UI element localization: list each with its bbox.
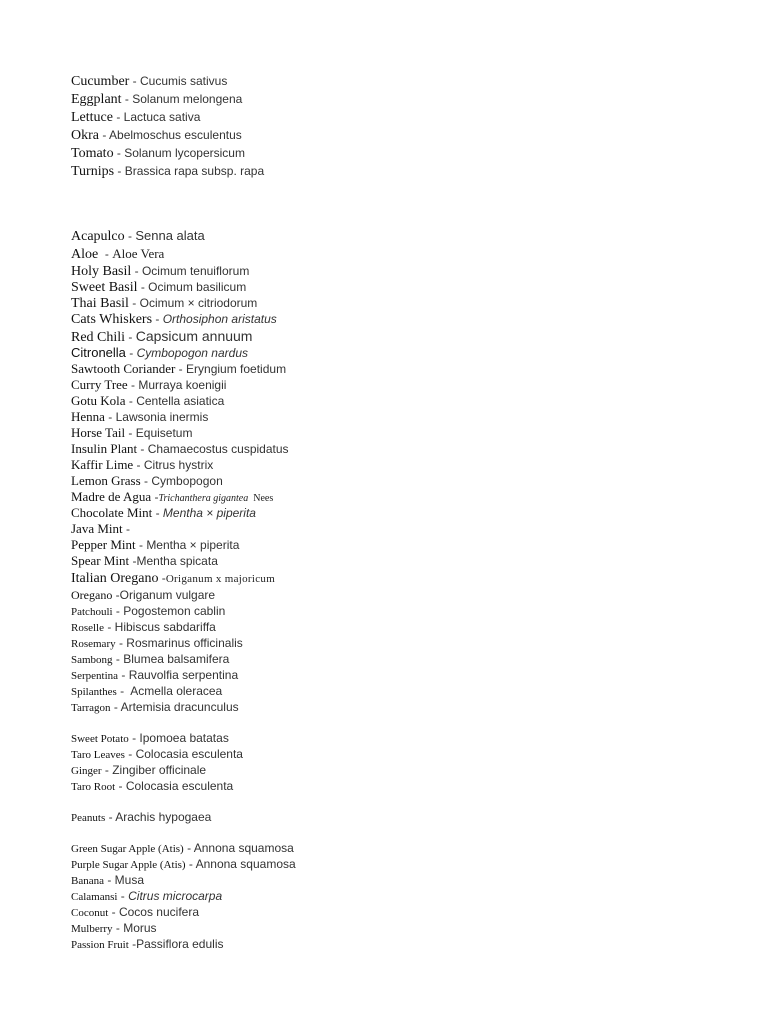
separator: -: [125, 394, 137, 408]
separator: -: [128, 731, 140, 745]
plant-entry-red-chili: [71, 327, 731, 345]
scientific-name: Cucumis sativus: [140, 74, 228, 88]
scientific-name: Annona squamosa: [195, 857, 296, 871]
root-crops-group: [71, 730, 731, 794]
common-name: Italian Oregano: [71, 571, 159, 586]
scientific-name: Murraya koenigii: [138, 378, 227, 392]
scientific-name: Acmella oleracea: [130, 684, 223, 698]
common-name: Curry Tree: [71, 377, 128, 392]
common-name: Sawtooth Coriander: [71, 361, 176, 376]
scientific-name: Trichanthera gigantea: [158, 493, 249, 504]
separator: -: [98, 247, 113, 261]
separator: -: [124, 229, 136, 243]
separator: -: [104, 410, 116, 424]
separator: -: [101, 763, 113, 777]
common-name: Sweet Basil: [71, 280, 138, 295]
plant-entry-okra: [71, 126, 731, 144]
separator: -: [122, 522, 134, 536]
scientific-name: Pogostemon cablin: [123, 604, 226, 618]
scientific-name: Colocasia esculenta: [135, 747, 243, 761]
plant-entry-rosemary: [71, 635, 731, 651]
plant-entry-java-mint: [71, 521, 731, 537]
scientific-name: Chamaecostus cuspidatus: [147, 442, 289, 456]
separator: -: [185, 857, 196, 871]
scientific-name: Musa: [114, 873, 144, 887]
separator: -: [99, 128, 110, 142]
separator: -: [137, 442, 148, 456]
separator: -: [131, 264, 142, 278]
scientific-name: Brassica rapa subsp. rapa: [124, 164, 265, 178]
author-abbreviation: Nees: [253, 493, 274, 504]
common-name: Tomato: [71, 146, 114, 161]
common-name: Lettuce: [71, 110, 113, 125]
legumes-group: [71, 809, 731, 825]
plant-entry-aloe: [71, 245, 731, 263]
common-name: Cats Whiskers: [71, 312, 153, 327]
scientific-name: Colocasia esculenta: [125, 779, 234, 793]
common-name: Thai Basil: [71, 296, 129, 311]
plant-entry-sweet-basil: [71, 279, 731, 295]
common-name: Taro Root: [71, 781, 116, 793]
scientific-name: Ocimum × citriodorum: [139, 296, 258, 310]
fruits-group: [71, 840, 731, 952]
scientific-name: Blumea balsamifera: [123, 652, 230, 666]
common-name: Roselle: [71, 622, 104, 634]
scientific-name: Orthosiphon aristatus: [162, 312, 277, 326]
separator: -: [114, 164, 125, 178]
plant-entry-italian-oregano: [71, 569, 731, 587]
separator: -: [133, 458, 144, 472]
spacer: [71, 180, 731, 227]
scientific-name: Mentha × piperita: [162, 506, 256, 520]
scientific-name: Equisetum: [135, 426, 193, 440]
separator: -: [125, 330, 136, 344]
separator: -: [116, 684, 131, 698]
common-name: Purple Sugar Apple (Atis): [71, 859, 186, 871]
common-name: Banana: [71, 875, 104, 887]
plant-entry-thai-basil: [71, 295, 731, 311]
separator: -: [152, 506, 163, 520]
common-name: Coconut: [71, 907, 109, 919]
scientific-name: Passiflora edulis: [136, 937, 224, 951]
separator: -: [112, 604, 124, 618]
common-name: Calamansi: [71, 891, 118, 903]
common-name: Serpentina: [71, 670, 119, 682]
spacer: [71, 794, 731, 809]
separator: -: [128, 296, 140, 310]
plant-entry-passion-fruit: [71, 936, 731, 952]
scientific-name: Rosmarinus officinalis: [126, 636, 243, 650]
plant-list-document: [71, 72, 731, 952]
separator: -: [129, 74, 140, 88]
plant-entry-madre-de-agua: [71, 489, 731, 505]
scientific-name: Aloe Vera: [112, 246, 165, 261]
common-name: Spilanthes: [71, 686, 117, 698]
separator: -: [118, 668, 129, 682]
plant-entry-mulberry: [71, 920, 731, 936]
plant-entry-lettuce: [71, 108, 731, 126]
plant-entry-purple-sugar-apple-atis: [71, 856, 731, 872]
common-name: Lemon Grass: [71, 473, 141, 488]
common-name: Patchouli: [71, 606, 113, 618]
separator: -: [140, 474, 152, 488]
plant-entry-sawtooth-coriander: [71, 361, 731, 377]
scientific-name: Artemisia dracunculus: [120, 700, 239, 714]
common-name: Taro Leaves: [71, 749, 125, 761]
plant-entry-banana: [71, 872, 731, 888]
separator: -: [125, 346, 137, 360]
scientific-name: Solanum melongena: [132, 92, 243, 106]
separator: -: [158, 571, 166, 585]
scientific-name: Solanum lycopersicum: [124, 146, 245, 160]
plant-entry-tarragon: [71, 699, 731, 715]
plant-entry-acapulco: [71, 227, 731, 245]
separator: -: [112, 921, 124, 935]
scientific-name: Senna alata: [135, 228, 205, 243]
common-name: Passion Fruit: [71, 939, 129, 951]
separator: -: [115, 636, 127, 650]
common-name: Pepper Mint: [71, 537, 136, 552]
separator: -: [104, 620, 115, 634]
plant-entry-ginger: [71, 762, 731, 778]
plant-entry-spilanthes: [71, 683, 731, 699]
scientific-name: Lactuca sativa: [123, 110, 201, 124]
scientific-name: Mentha spicata: [136, 554, 218, 568]
separator: -: [175, 362, 187, 376]
common-name: Okra: [71, 128, 99, 143]
plant-entry-spear-mint: [71, 553, 731, 569]
scientific-name: Origanum vulgare: [119, 588, 216, 602]
separator: -: [113, 146, 125, 160]
common-name: Tarragon: [71, 702, 111, 714]
separator: -: [110, 700, 121, 714]
common-name: Henna: [71, 409, 105, 424]
separator: -: [108, 905, 119, 919]
plant-entry-eggplant: [71, 90, 731, 108]
scientific-name: Rauvolfia serpentina: [128, 668, 239, 682]
common-name: Ginger: [71, 765, 102, 777]
common-name: Sambong: [71, 654, 113, 666]
scientific-name: Ocimum basilicum: [148, 280, 247, 294]
plant-entry-oregano: [71, 587, 731, 603]
common-name: Turnips: [71, 164, 115, 179]
common-name: Spear Mint: [71, 553, 130, 568]
common-name: Horse Tail: [71, 425, 126, 440]
plant-entry-cats-whiskers: [71, 311, 731, 327]
plant-entry-green-sugar-apple-atis: [71, 840, 731, 856]
scientific-name: Lawsonia inermis: [115, 410, 209, 424]
plant-entry-citronella: [71, 345, 731, 361]
common-name: Gotu Kola: [71, 393, 126, 408]
scientific-name: Origanum x majoricum: [165, 573, 276, 585]
separator: -: [112, 110, 124, 124]
vegetables-group: [71, 72, 731, 180]
scientific-name: Cymbopogon nardus: [136, 346, 248, 360]
common-name: Peanuts: [71, 812, 106, 824]
scientific-name: Abelmoschus esculentus: [109, 128, 242, 142]
plant-entry-henna: [71, 409, 731, 425]
scientific-name: Mentha × piperita: [146, 538, 240, 552]
common-name: Chocolate Mint: [71, 505, 153, 520]
scientific-name: Ocimum tenuiflorum: [141, 264, 250, 278]
plant-entry-taro-leaves: [71, 746, 731, 762]
scientific-name: Citrus hystrix: [143, 458, 214, 472]
plant-entry-roselle: [71, 619, 731, 635]
common-name: Insulin Plant: [71, 441, 138, 456]
common-name: Cucumber: [71, 74, 130, 89]
scientific-name: Centella asiatica: [136, 394, 225, 408]
separator: -: [124, 747, 136, 761]
separator: -: [135, 538, 147, 552]
scientific-name: Citrus microcarpa: [128, 889, 223, 903]
common-name: Aloe: [71, 247, 99, 262]
plant-entry-sweet-potato: [71, 730, 731, 746]
plant-entry-holy-basil: [71, 263, 731, 279]
plant-entry-insulin-plant: [71, 441, 731, 457]
common-name: Mulberry: [71, 923, 113, 935]
scientific-name: Hibiscus sabdariffa: [114, 620, 216, 634]
common-name: Rosemary: [71, 638, 116, 650]
scientific-name: Morus: [123, 921, 157, 935]
plant-entry-serpentina: [71, 667, 731, 683]
plant-entry-taro-root: [71, 778, 731, 794]
plant-entry-patchouli: [71, 603, 731, 619]
plant-entry-coconut: [71, 904, 731, 920]
plant-entry-tomato: [71, 144, 731, 162]
common-name: Sweet Potato: [71, 733, 129, 745]
separator: -: [137, 280, 149, 294]
plant-entry-gotu-kola: [71, 393, 731, 409]
common-name: Java Mint: [71, 521, 123, 536]
separator: -: [121, 92, 133, 106]
common-name: Kaffir Lime: [71, 457, 134, 472]
plant-entry-cucumber: [71, 72, 731, 90]
spacer: [71, 715, 731, 730]
scientific-name: Cymbopogon: [151, 474, 223, 488]
common-name: Holy Basil: [71, 264, 132, 279]
separator: -: [152, 312, 163, 326]
separator: -: [151, 490, 159, 504]
scientific-name: Zingiber officinale: [112, 763, 207, 777]
common-name: Oregano: [71, 588, 113, 602]
spacer: [71, 825, 731, 840]
plant-entry-kaffir-lime: [71, 457, 731, 473]
separator: -: [112, 652, 124, 666]
separator: -: [117, 889, 129, 903]
common-name: Green Sugar Apple (Atis): [71, 843, 184, 855]
plant-entry-pepper-mint: [71, 537, 731, 553]
separator: -: [127, 378, 139, 392]
separator: -: [105, 810, 116, 824]
plant-entry-calamansi: [71, 888, 731, 904]
scientific-name: Ipomoea batatas: [139, 731, 229, 745]
scientific-name: Eryngium foetidum: [186, 362, 287, 376]
common-name: Red Chili: [71, 330, 126, 345]
plant-entry-horse-tail: [71, 425, 731, 441]
separator: -: [125, 426, 136, 440]
herbs-group: [71, 227, 731, 715]
scientific-name: Cocos nucifera: [118, 905, 199, 919]
separator: -: [128, 937, 137, 951]
separator: -: [112, 588, 120, 602]
plant-entry-lemon-grass: [71, 473, 731, 489]
common-name: Citronella: [71, 345, 126, 360]
separator: -: [129, 554, 137, 568]
plant-entry-curry-tree: [71, 377, 731, 393]
separator: -: [183, 841, 194, 855]
plant-entry-peanuts: [71, 809, 731, 825]
plant-entry-chocolate-mint: [71, 505, 731, 521]
common-name: Madre de Agua: [71, 489, 152, 504]
separator: -: [115, 779, 126, 793]
common-name: Acapulco: [71, 229, 125, 244]
scientific-name: Capsicum annuum: [135, 328, 253, 344]
separator: -: [103, 873, 115, 887]
scientific-name: Annona squamosa: [193, 841, 294, 855]
plant-entry-sambong: [71, 651, 731, 667]
common-name: Eggplant: [71, 92, 122, 107]
scientific-name: Arachis hypogaea: [115, 810, 212, 824]
plant-entry-turnips: [71, 162, 731, 180]
